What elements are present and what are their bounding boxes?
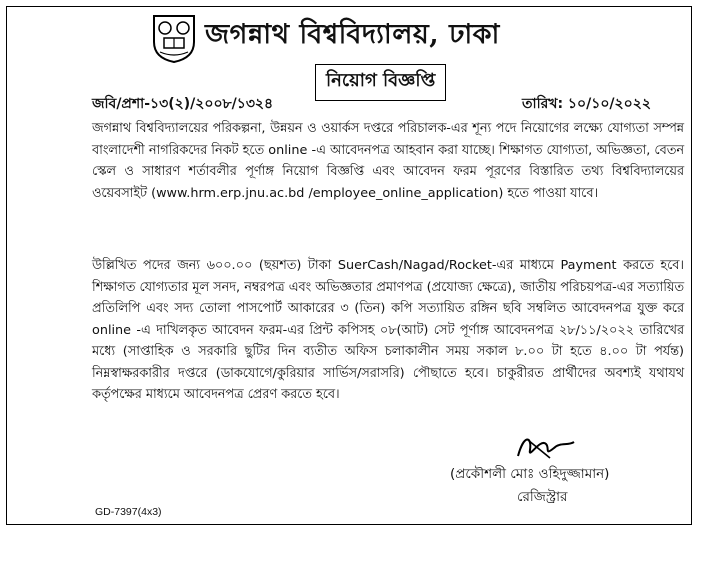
notice-date: তারিখ: ১০/১০/২০২২ [522, 96, 651, 112]
memo-number: জবি/প্রশা-১৩(২)/২০০৮/১৩২৪ [92, 96, 274, 112]
gd-code: GD-7397(4x3) [95, 506, 162, 518]
signatory-designation: রেজিস্ট্রার [517, 489, 568, 505]
notice-paragraph-2: উল্লিখিত পদের জন্য ৬০০.০০ (ছয়শত) টাকা SuerCash/Nagad/Rocket-এর মাধ্যমে Payment করতে হবে। শিক্ষাগত যোগ্যতার মূল সনদ, নম্বরপত্র এবং অভিজ্ঞতার প্রমাণপত্র (প্রযোজ্য ক্ষেত্রে), জাতীয় পরিচয়পত্র-এর সত্যায়িত প্রতিলিপি এবং সদ্য তোলা পাসপোর্ট আকারের ৩ (তিন) কপি সত্যায়িত রঙ্গিন ছবি সম্বলিত আবেদনপত্র যুক্ত করে online -এ দাখিলকৃত আবেদন ফরম-এর প্রিন্ট কপিসহ ০৮(আট) সেট পূর্ণাঙ্গ আবেদনপত্র ২৮/১১/২০২২ তারিখের মধ্যে (সাপ্তাহিক ও সরকারি ছুটির দিন ব্যতীত অফিস চলাকালীন সময় সকাল ৮.০০ টা হতে ৪.০০ টা পর্যন্ত) নিম্নস্বাক্ষরকারীর দপ্তরে (ডাকযোগে/কুরিয়ার সার্ভিস/সরাসরি) পৌছাতে হবে। চাকুরীরত প্রার্থীদের অবশ্যই যথাযথ কর্তৃপক্ষের মাধ্যমে আবেদনপত্র প্রেরণ করতে হবে। [92, 258, 684, 402]
signatory-name: (প্রকৌশলী মোঃ ওহিদুজ্জামান) [450, 466, 610, 482]
signature-icon [510, 430, 580, 464]
university-logo-icon [150, 12, 198, 64]
university-name: জগন্নাথ বিশ্ববিদ্যালয়, ঢাকা [205, 19, 500, 50]
notice-paragraph-1: জগন্নাথ বিশ্ববিদ্যালয়ের পরিকল্পনা, উন্নয়ন ও ওয়ার্কস দপ্তরে পরিচালক-এর শূন্য পদে নিয়োগের লক্ষ্যে যোগ্যতা সম্পন্ন বাংলাদেশী নাগরিকদের নিকট হতে online -এ আবেদনপত্র আহবান করা যাচ্ছে। শিক্ষাগত যোগ্যতা, অভিজ্ঞতা, বেতন স্কেল ও সাধারণ শর্তাবলীর পূর্ণাঙ্গ নিয়োগ বিজ্ঞপ্তি এবং আবেদন ফরম পূরণের বিস্তারিত তথ্য বিশ্ববিদ্যালয়ের ওয়েবসাইট (www.hrm.erp.jnu.ac.bd /employee_online_application) হতে পাওয়া যাবে। [92, 121, 684, 201]
notice-title: নিয়োগ বিজ্ঞপ্তি [315, 64, 446, 101]
